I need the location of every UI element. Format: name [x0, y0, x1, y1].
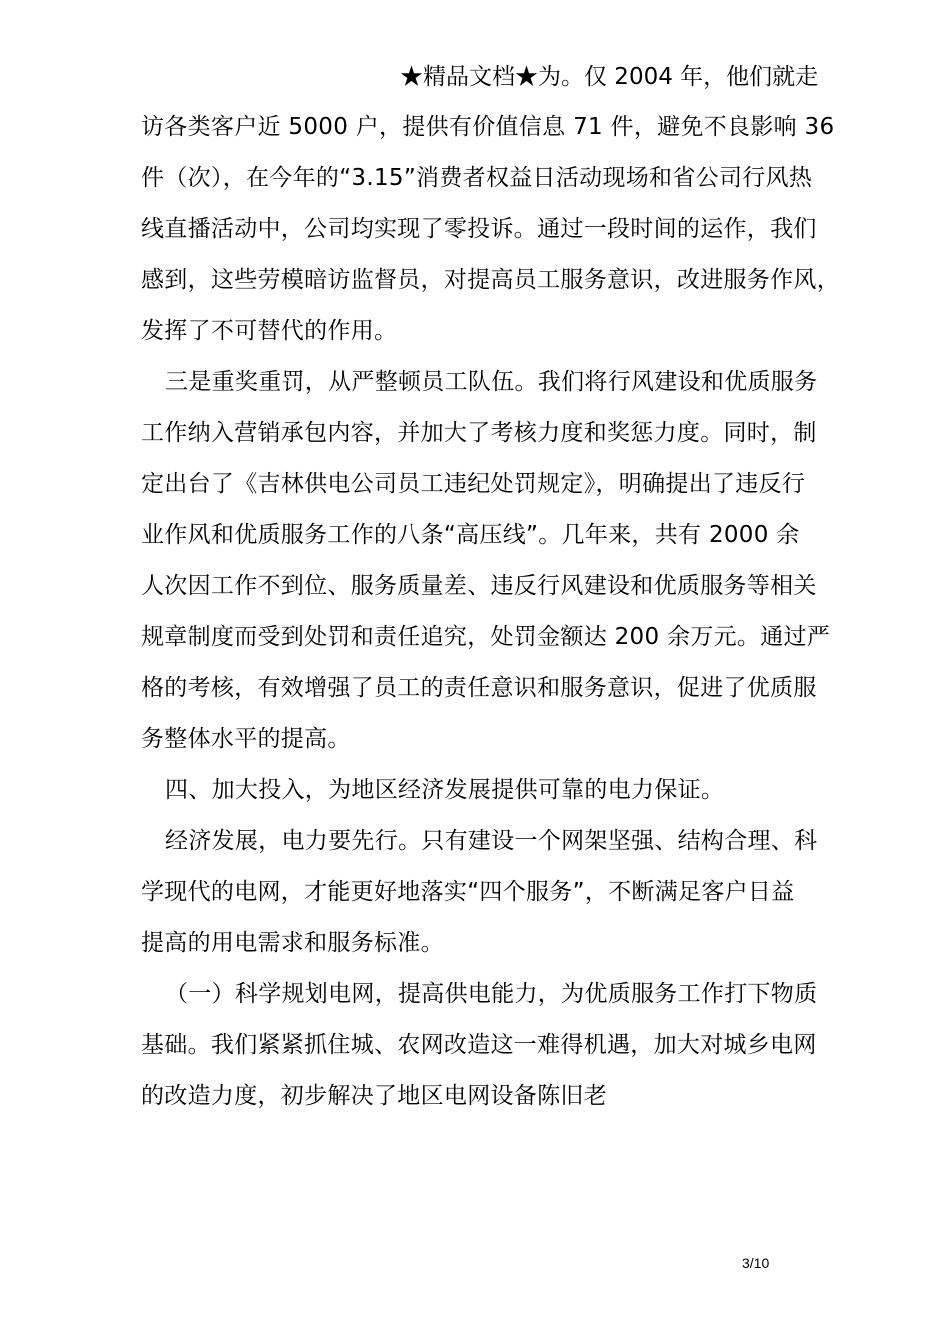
header-line	[400, 62, 818, 92]
text-line: 定出台了《吉林供电公司员工违纪处罚规定》，明确提出了违反行	[141, 471, 806, 497]
text-line: 提高的用电需求和服务标准。	[141, 930, 444, 956]
paragraph-start-line: 三是重奖重罚，从严整顿员工队伍。我们将行风建设和优质服务	[165, 369, 818, 395]
text-line: 发挥了不可替代的作用。	[141, 318, 398, 344]
section-heading: 四、加大投入，为地区经济发展提供可靠的电力保证。	[165, 777, 725, 803]
text-line: 工作纳入营销承包内容，并加大了考核力度和奖惩力度。同时，制	[141, 420, 817, 446]
text-line: 规章制度而受到处罚和责任追究，处罚金额达 200 余万元。通过严	[141, 624, 831, 650]
paragraph-start-line: 经济发展，电力要先行。只有建设一个网架坚强、结构合理、科	[165, 828, 818, 854]
text-line: 的改造力度，初步解决了地区电网设备陈旧老	[141, 1083, 607, 1109]
text-line: 务整体水平的提高。	[141, 726, 351, 752]
text-line: 格的考核，有效增强了员工的责任意识和服务意识，促进了优质服	[141, 675, 817, 701]
text-line: 访各类客户近 5000 户，提供有价值信息 71 件，避免不良影响 36	[141, 114, 835, 140]
text-line: 人次因工作不到位、服务质量差、违反行风建设和优质服务等相关	[141, 573, 817, 599]
text-line: 业作风和优质服务工作的八条“高压线”。几年来，共有 2000 余	[141, 522, 800, 548]
page-number: 3/10	[742, 1255, 770, 1271]
text-line: 学现代的电网，才能更好地落实“四个服务”，不断满足客户日益	[141, 879, 795, 905]
text-line: 线直播活动中，公司均实现了零投诉。通过一段时间的运作，我们	[141, 216, 817, 242]
document-watermark-label: ★精品文档★	[400, 64, 538, 90]
text-line: 基础。我们紧紧抓住城、农网改造这一难得机遇，加大对城乡电网	[141, 1032, 817, 1058]
header-continuation-text: 为。仅 2004 年，他们就走	[538, 64, 819, 90]
text-line: 件（次），在今年的“3.15”消费者权益日活动现场和省公司行风热	[141, 165, 813, 191]
text-line: 感到，这些劳模暗访监督员，对提高员工服务意识，改进服务作风，	[141, 267, 840, 293]
paragraph-start-line: （一）科学规划电网，提高供电能力，为优质服务工作打下物质	[165, 981, 818, 1007]
